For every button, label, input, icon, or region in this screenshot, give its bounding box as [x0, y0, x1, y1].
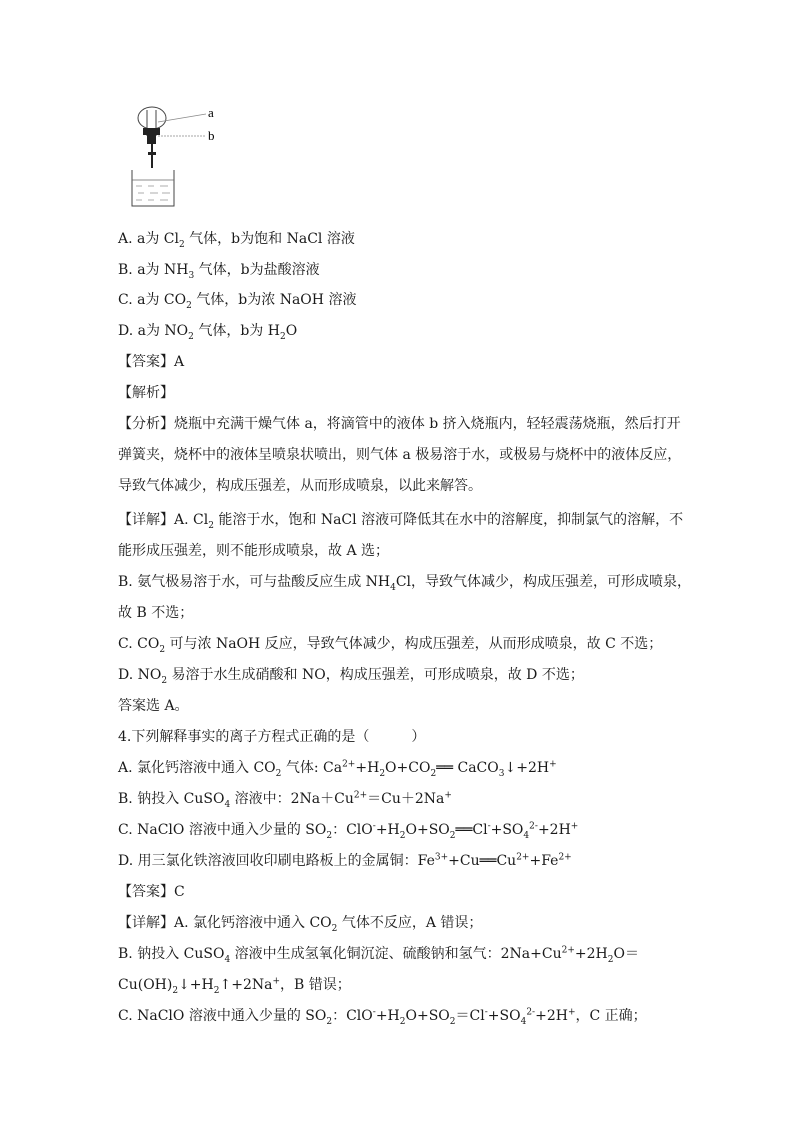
text-line: B. a为 $NH_3$ 气体，b为盐酸溶液 — [118, 262, 320, 281]
text-line: 【答案】C — [118, 884, 185, 900]
text-line: 【详解】A. $Cl_2$ 能溶于水，饱和 NaCl 溶液可降低其在水中的溶解度，抑制氯气的溶解，不 — [118, 512, 684, 531]
text-line: $Cu(OH)_2↓+H_2↑+2Na^+$，B 错误； — [118, 976, 351, 996]
text-line: 能形成压强差，则不能形成喷泉，故 A 选； — [118, 543, 390, 559]
text-line: B. 钠投入 CuSO$_4$ 溶液中：$2Na+Cu^{2+}=Cu+2Na^+$ — [118, 790, 452, 810]
text-line: C. $CO_2$ 可与浓 NaOH 反应，导致气体减少，构成压强差，从而形成喷泉，故 C 不选； — [118, 636, 663, 655]
text-line: A. 氯化钙溶液中通入 $CO_2$ 气体: $Ca^{2+}+H_2O+CO_2══$ CaCO$_3$↓+2H+ — [118, 759, 557, 779]
text-line: 故 B 不选； — [118, 605, 194, 621]
text-line: D. 用三氯化铁溶液回收印刷电路板上的金属铜：$Fe^{3+}+Cu══Cu^{2+}+Fe^{2+}$ — [118, 852, 572, 869]
text-line: 【详解】A. 氯化钙溶液中通入 $CO_2$ 气体不反应，A 错误； — [118, 915, 483, 934]
text-line: D. $NO_2$ 易溶于水生成硝酸和 NO，构成压强差，可形成喷泉，故 D 不选； — [118, 667, 584, 686]
text-line: 导致气体减少，构成压强差，从而形成喷泉，以此来解答。 — [118, 478, 482, 494]
text-line: 【答案】A — [118, 354, 185, 370]
text-line: B. 钠投入 CuSO$_4$ 溶液中生成氢氧化铜沉淀、硫酸钠和氢气：$2Na+Cu^{2+}+2H_2O=$ — [118, 945, 639, 965]
text-line: A. a为 $Cl_2$ 气体，b为饱和 NaCl 溶液 — [118, 231, 355, 250]
text-line: B. 氨气极易溶于水，可与盐酸反应生成 $NH_4Cl$，导致气体减少，构成压强差，可形成喷泉， — [118, 574, 692, 593]
text-line: D. a为 $NO_2$ 气体，b为 $H_2O$ — [118, 323, 298, 342]
text-line: C. NaClO 溶液中通入少量的 $SO_2$：$ClO^-+H_2O+SO_2=Cl^-+SO_4^{2-}+2H^+$，C 正确； — [118, 1007, 647, 1027]
figure-label-b: b — [208, 128, 215, 143]
fountain-apparatus-diagram — [128, 100, 218, 210]
text-line: 【解析】 — [118, 385, 174, 401]
text-line: 答案选 A。 — [118, 698, 189, 714]
text-line: C. a为 $CO_2$ 气体，b为浓 NaOH 溶液 — [118, 292, 357, 311]
text-line: 弹簧夹，烧杯中的液体呈喷泉状喷出，则气体 a 极易溶于水，或极易与烧杯中的液体反应， — [118, 447, 682, 463]
figure-label-a: a — [208, 105, 214, 120]
text-line: 【分析】烧瓶中充满干燥气体 a，将滴管中的液体 b 挤入烧瓶内，轻轻震荡烧瓶，然后打开 — [118, 416, 681, 432]
text-line: C. NaClO 溶液中通入少量的 $SO_2$：$ClO^-+H_2O+SO_2══Cl^-+SO_4^{2-}+2H^+$ — [118, 821, 579, 841]
text-line: 4.下列解释事实的离子方程式正确的是（ ） — [118, 729, 426, 745]
